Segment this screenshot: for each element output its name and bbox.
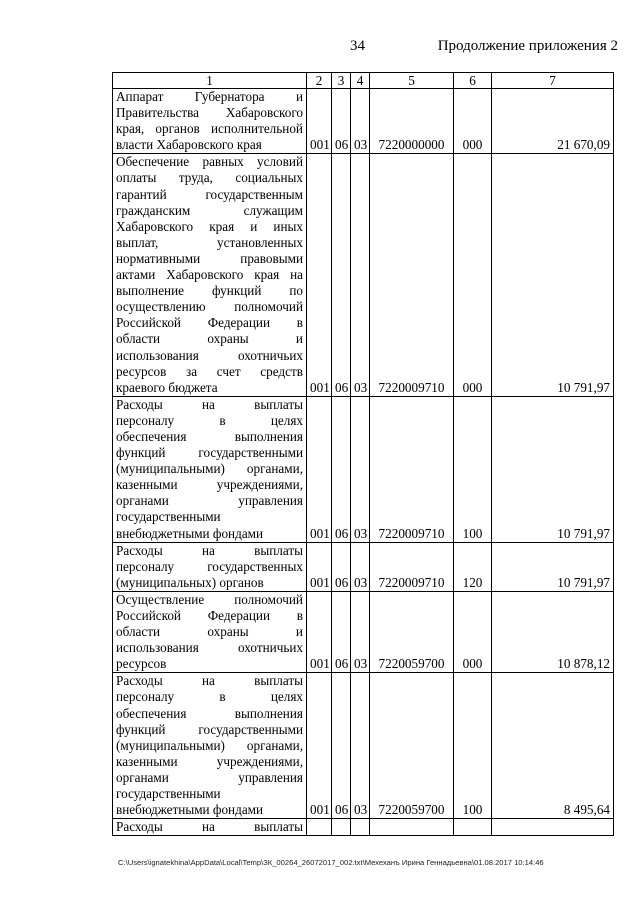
table-row bbox=[113, 819, 614, 836]
row-name-line: обеспечения выполнения bbox=[116, 705, 303, 721]
row-name-line: Расходы на выплаты bbox=[116, 673, 303, 689]
cell-c2: 001 bbox=[307, 542, 332, 591]
col-header-1: 1 bbox=[113, 73, 307, 89]
file-path-footer: C:\Users\ignatekhina\AppData\Local\Temp\ЗК_00264_26072017_002.txt\Мехеханъ Ирина Геннадьевна\01.08.2017 10:14:46 bbox=[118, 858, 544, 867]
row-name-line: обеспечения выполнения bbox=[116, 428, 303, 444]
row-name-line: Расходы на выплаты bbox=[116, 542, 303, 558]
col-header-5: 5 bbox=[370, 73, 454, 89]
row-name-line: органами управления bbox=[116, 769, 303, 785]
cell-c7: 21 670,09 bbox=[492, 89, 614, 154]
row-name-line: гражданским служащим bbox=[116, 202, 303, 218]
row-name-line: осуществлению полномочий bbox=[116, 299, 303, 315]
cell-c6: 120 bbox=[454, 542, 492, 591]
cell-c2 bbox=[307, 819, 332, 836]
row-name-line: Расходы на выплаты bbox=[116, 396, 303, 412]
row-name-line: функций государственными bbox=[116, 445, 303, 461]
table-row bbox=[113, 542, 614, 591]
cell-c2: 001 bbox=[307, 673, 332, 819]
cell-c4: 03 bbox=[351, 591, 370, 672]
row-name-cell bbox=[113, 89, 307, 154]
row-name-line: Хабаровского края и иных bbox=[116, 218, 303, 234]
row-name-line: нормативными правовыми bbox=[116, 250, 303, 266]
cell-c5: 7220000000 bbox=[370, 89, 454, 154]
row-name-line: Российской Федерации в bbox=[116, 608, 303, 623]
cell-c2: 001 bbox=[307, 89, 332, 154]
row-name-line: оплаты труда, социальных bbox=[116, 170, 303, 186]
col-header-7: 7 bbox=[492, 73, 614, 89]
cell-c5: 7220009710 bbox=[370, 154, 454, 396]
cell-c3: 06 bbox=[332, 591, 351, 672]
row-name-line: (муниципальными) органами, bbox=[116, 737, 303, 753]
cell-c6: 100 bbox=[454, 673, 492, 819]
cell-c5: 7220059700 bbox=[370, 591, 454, 672]
row-name-line: области охраны и bbox=[116, 331, 303, 347]
row-name-cell bbox=[113, 673, 307, 819]
cell-c4: 03 bbox=[351, 396, 370, 542]
cell-c3: 06 bbox=[332, 673, 351, 819]
row-name-line: края, органов исполнительной bbox=[116, 121, 303, 137]
table-row bbox=[113, 396, 614, 542]
cell-c7 bbox=[492, 819, 614, 836]
cell-c4: 03 bbox=[351, 89, 370, 154]
col-header-4: 4 bbox=[351, 73, 370, 89]
row-name-line: выполнение функций по bbox=[116, 283, 303, 299]
row-name-line: выплат, установленных bbox=[116, 234, 303, 250]
row-name-line: (муниципальных) органов bbox=[116, 574, 264, 590]
row-name-cell bbox=[113, 154, 307, 396]
row-name-cell bbox=[113, 591, 307, 672]
cell-c6 bbox=[454, 819, 492, 836]
row-name-line: краевого бюджета bbox=[116, 379, 218, 395]
row-name-line: Правительства Хабаровского bbox=[116, 105, 303, 121]
cell-c3 bbox=[332, 819, 351, 836]
col-header-3: 3 bbox=[332, 73, 351, 89]
cell-c7: 10 878,12 bbox=[492, 591, 614, 672]
cell-c4: 03 bbox=[351, 154, 370, 396]
cell-c7: 10 791,97 bbox=[492, 542, 614, 591]
row-name-line: Российской Федерации в bbox=[116, 315, 303, 331]
budget-table bbox=[112, 72, 614, 836]
col-header-6: 6 bbox=[454, 73, 492, 89]
row-name-line: использования охотничьих bbox=[116, 640, 303, 656]
table-row bbox=[113, 673, 614, 819]
row-name-line: (муниципальными) органами, bbox=[116, 461, 303, 477]
row-name-cell bbox=[113, 542, 307, 591]
row-name-line: власти Хабаровского края bbox=[116, 137, 262, 153]
row-name-line: Аппарат Губернатора и bbox=[116, 89, 303, 104]
col-header-2: 2 bbox=[307, 73, 332, 89]
cell-c6: 000 bbox=[454, 89, 492, 154]
table-body bbox=[113, 89, 614, 836]
row-name-line: персоналу в целях bbox=[116, 689, 303, 705]
cell-c3: 06 bbox=[332, 396, 351, 542]
row-name-line: функций государственными bbox=[116, 721, 303, 737]
cell-c6: 000 bbox=[454, 591, 492, 672]
table-row bbox=[113, 89, 614, 154]
row-name-line: Обеспечение равных условий bbox=[116, 154, 303, 170]
cell-c2: 001 bbox=[307, 591, 332, 672]
cell-c7: 10 791,97 bbox=[492, 396, 614, 542]
row-name-line: государственными bbox=[116, 786, 221, 802]
cell-c2: 001 bbox=[307, 396, 332, 542]
row-name-line: казенными учреждениями, bbox=[116, 477, 303, 493]
cell-c3: 06 bbox=[332, 542, 351, 591]
cell-c6: 000 bbox=[454, 154, 492, 396]
cell-c2: 001 bbox=[307, 154, 332, 396]
cell-c4: 03 bbox=[351, 542, 370, 591]
row-name-cell bbox=[113, 819, 307, 836]
cell-c3: 06 bbox=[332, 89, 351, 154]
cell-c7: 8 495,64 bbox=[492, 673, 614, 819]
cell-c5: 7220009710 bbox=[370, 542, 454, 591]
cell-c6: 100 bbox=[454, 396, 492, 542]
cell-c3: 06 bbox=[332, 154, 351, 396]
cell-c4 bbox=[351, 819, 370, 836]
row-name-line: персоналу в целях bbox=[116, 412, 303, 428]
cell-c4: 03 bbox=[351, 673, 370, 819]
row-name-line: области охраны и bbox=[116, 624, 303, 640]
row-name-line: Расходы на выплаты bbox=[116, 819, 303, 835]
row-name-line: государственными bbox=[116, 509, 221, 525]
row-name-line: использования охотничьих bbox=[116, 347, 303, 363]
row-name-line: внебюджетными фондами bbox=[116, 525, 264, 541]
cell-c5 bbox=[370, 819, 454, 836]
row-name-cell bbox=[113, 396, 307, 542]
cell-c5: 7220009710 bbox=[370, 396, 454, 542]
row-name-line: ресурсов за счет средств bbox=[116, 363, 303, 379]
continuation-label: Продолжение приложения 2 bbox=[437, 38, 618, 54]
row-name-line: гарантий государственным bbox=[116, 186, 303, 202]
table-row bbox=[113, 591, 614, 672]
row-name-line: персоналу государственных bbox=[116, 558, 303, 574]
table-row bbox=[113, 154, 614, 396]
header-row bbox=[113, 73, 614, 89]
row-name-line: органами управления bbox=[116, 493, 303, 509]
row-name-line: актами Хабаровского края на bbox=[116, 267, 303, 283]
cell-c7: 10 791,97 bbox=[492, 154, 614, 396]
row-name-line: Осуществление полномочий bbox=[116, 591, 303, 607]
cell-c5: 7220059700 bbox=[370, 673, 454, 819]
page-number: 34 bbox=[350, 38, 365, 54]
row-name-line: внебюджетными фондами bbox=[116, 802, 264, 818]
row-name-line: казенными учреждениями, bbox=[116, 753, 303, 769]
row-name-line: ресурсов bbox=[116, 656, 167, 672]
